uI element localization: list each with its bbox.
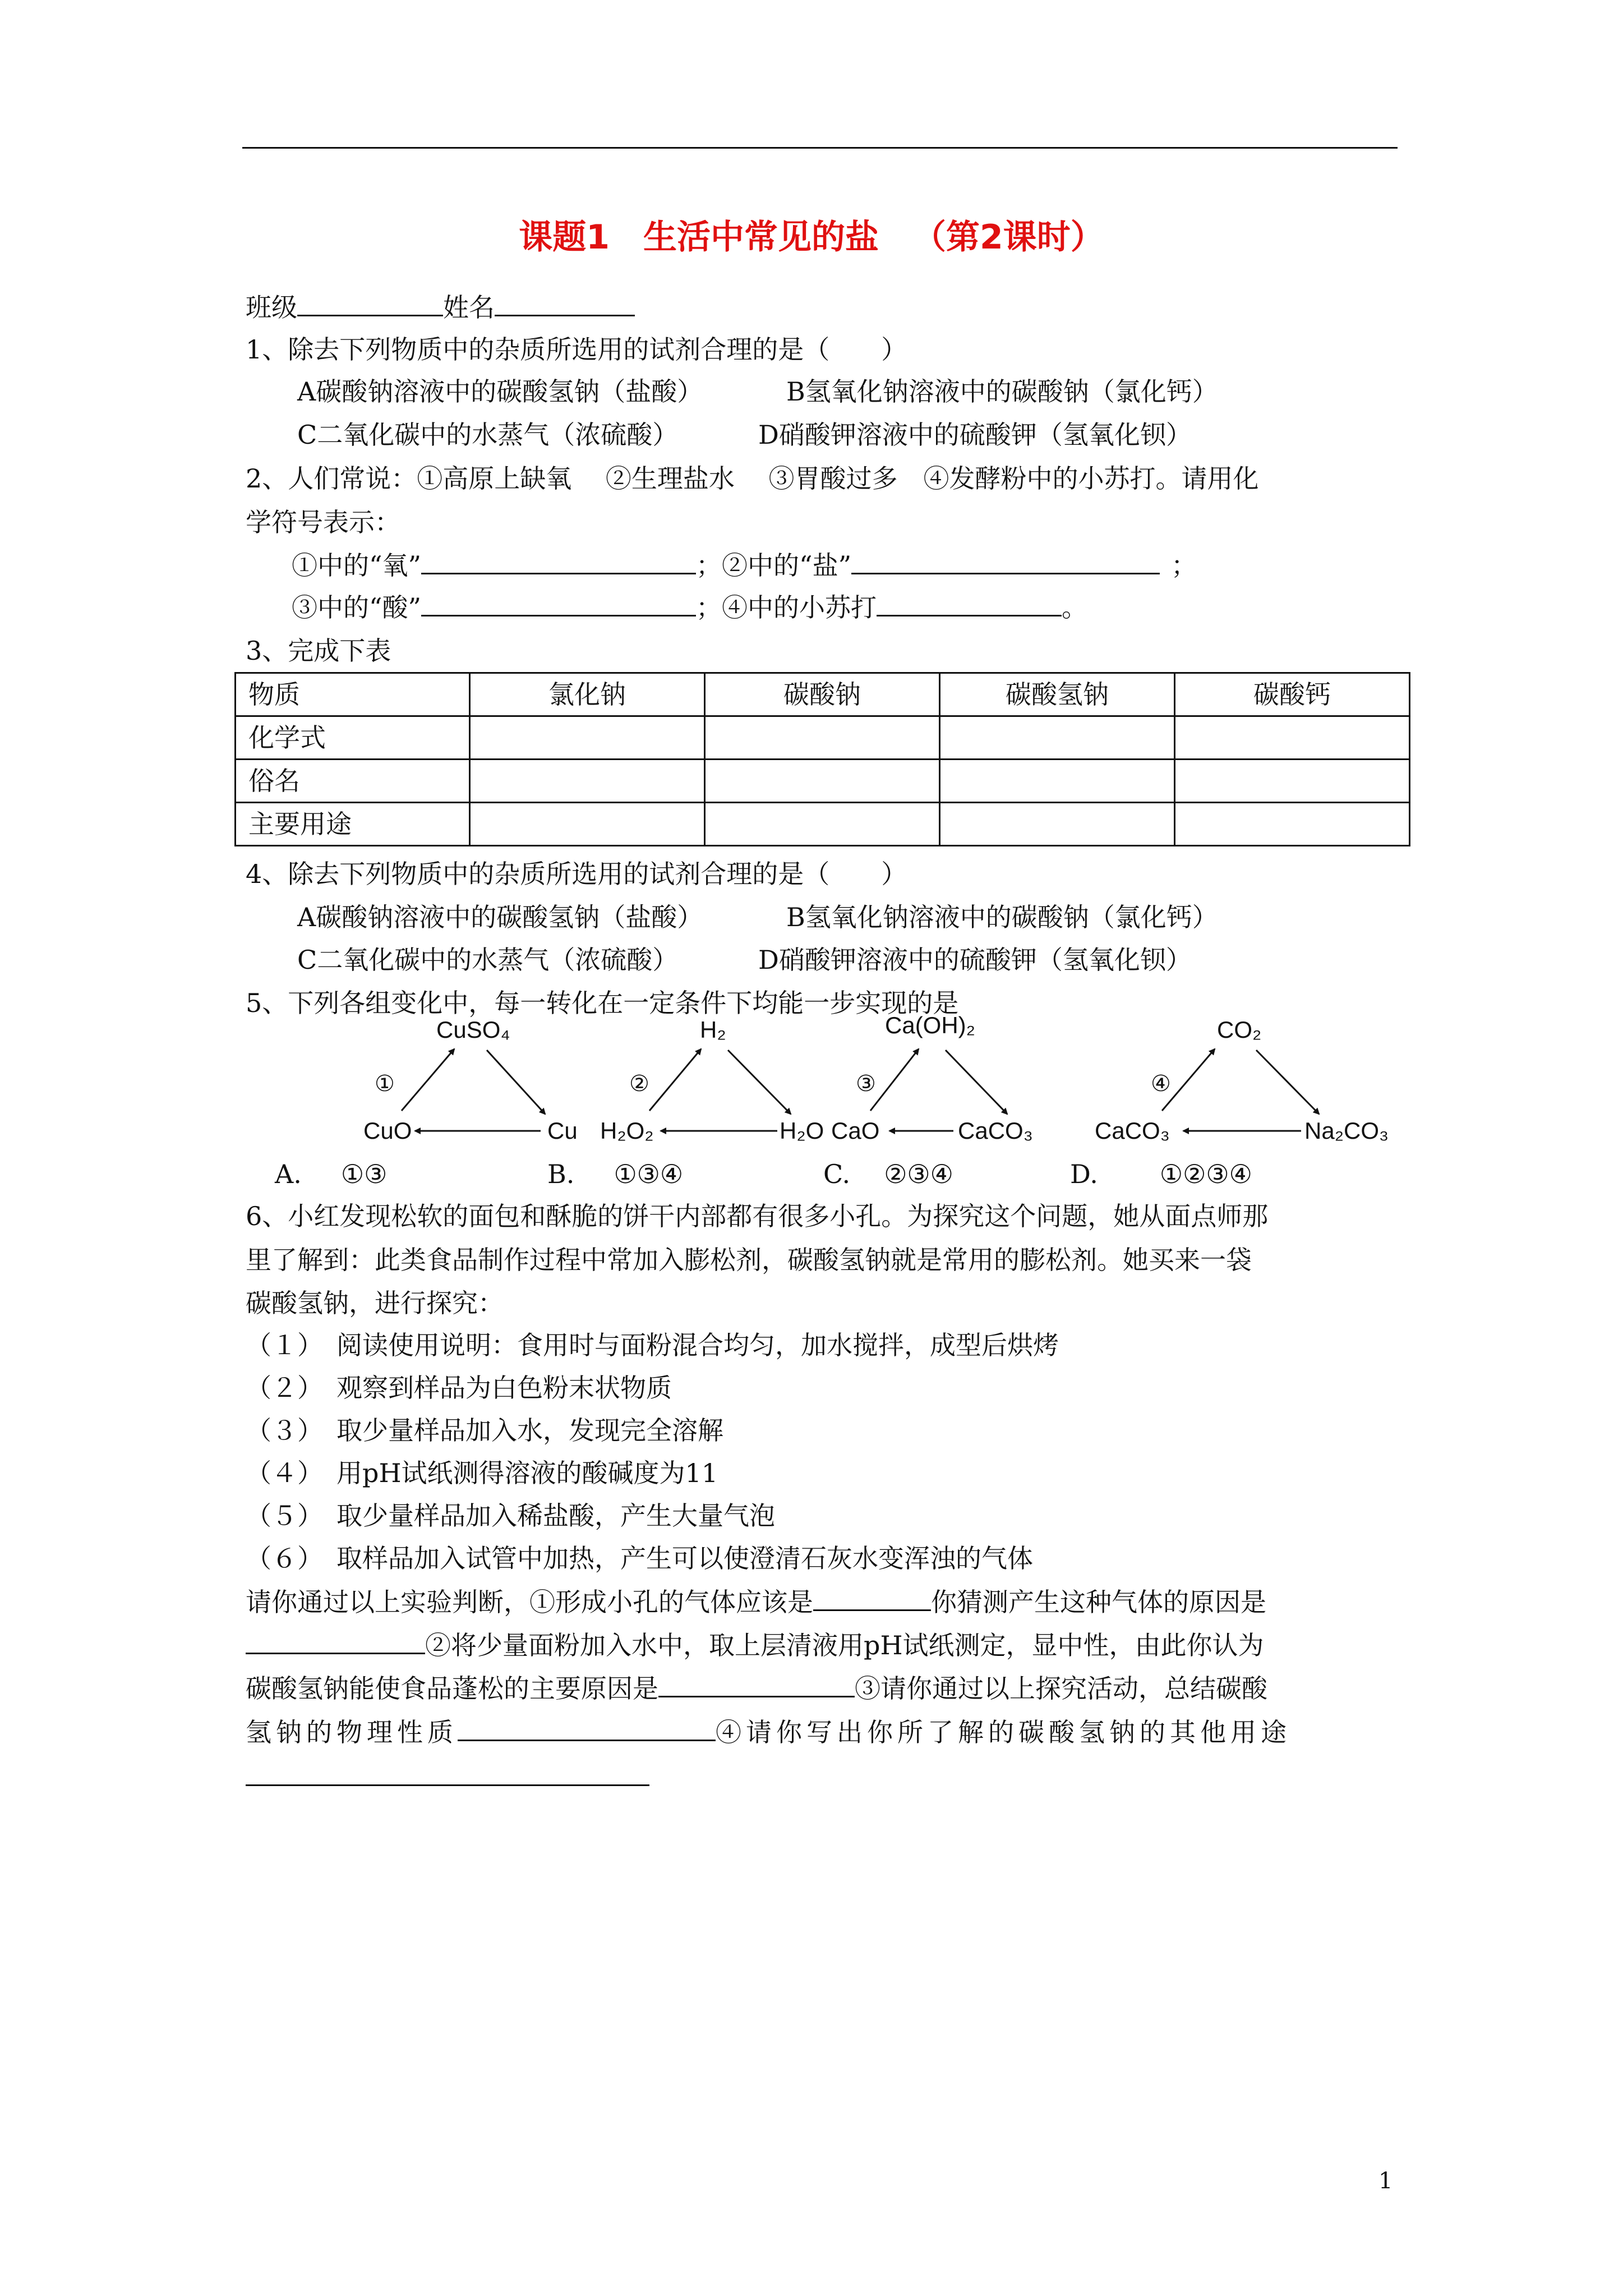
answer-cell[interactable] [470, 803, 705, 846]
q1-option-c[interactable]: C二氧化碳中的水蒸气（浓硫酸） [297, 420, 679, 450]
row-label: 化学式 [236, 716, 470, 760]
arrow-left-to-top [649, 1049, 701, 1111]
row-label: 主要用途 [236, 803, 470, 846]
q1-option-a[interactable]: A碳酸钠溶液中的碳酸氢钠（盐酸） [297, 376, 703, 407]
q6-answer-line-5 [246, 1756, 649, 1798]
q6-a3b: ③请你通过以上探究活动，总结碳酸 [855, 1673, 1267, 1704]
q5-top-species: H₂ [700, 1016, 726, 1043]
q2-blank-1[interactable] [421, 545, 696, 574]
arrow-top-to-right [728, 1050, 791, 1114]
q2-p2: ；②中的“盐” [696, 550, 852, 581]
q5-left-species: CaO [831, 1117, 880, 1144]
q4-option-b[interactable]: B氢氧化钠溶液中的碳酸钠（氯化钙） [786, 902, 1218, 932]
q6-answer-line-1 [246, 1581, 1266, 1623]
q5-right-species: Cu [547, 1117, 578, 1144]
q5-group-num: ② [629, 1071, 649, 1097]
answer-cell[interactable] [1175, 716, 1410, 760]
q2-p3: ③中的“酸” [292, 592, 422, 623]
q5-group-1 [363, 1016, 578, 1144]
q5-stem: 5、下列各组变化中，每一转化在一定条件下均能一步实现的是 [246, 988, 959, 1018]
header-rule [242, 147, 1398, 149]
q2-blank-4[interactable] [877, 587, 1062, 616]
option-value: ①③ [340, 1159, 388, 1189]
q5-option-b[interactable] [547, 1153, 683, 1195]
option-value: ②③④ [884, 1159, 953, 1189]
class-blank[interactable] [297, 287, 443, 316]
q5-group-4 [1095, 1016, 1389, 1144]
step-text: 观察到样品为白色粉末状物质 [336, 1373, 672, 1403]
step-num: （１） [246, 1330, 323, 1360]
q2-p1: ①中的“氧” [292, 550, 422, 581]
q6-step [246, 1494, 775, 1537]
q2-line2: 学符号表示： [246, 507, 400, 537]
q5-right-species: CaCO₃ [958, 1117, 1033, 1144]
q4-stem: 4、除去下列物质中的杂质所选用的试剂合理的是（ ） [246, 859, 907, 889]
table-header-cell: 物质 [236, 673, 470, 716]
answer-cell[interactable] [940, 803, 1175, 846]
q1-stem: 1、除去下列物质中的杂质所选用的试剂合理的是（ ） [246, 334, 907, 365]
q3-stem: 3、完成下表 [246, 636, 391, 666]
title-name: 生活中常见的盐 [643, 218, 879, 257]
answer-cell[interactable] [940, 716, 1175, 760]
q4-option-c[interactable]: C二氧化碳中的水蒸气（浓硫酸） [297, 945, 679, 975]
q5-top-species: CuSO₄ [436, 1016, 510, 1043]
page-title [0, 212, 1623, 263]
option-value: ①②③④ [1159, 1159, 1252, 1189]
q2-p2-end: ； [1171, 550, 1197, 581]
q6-intro-2: 里了解到：此类食品制作过程中常加入膨松剂，碳酸氢钠就是常用的膨松剂。她买来一袋 [246, 1245, 1252, 1275]
option-label: B. [547, 1159, 575, 1189]
q2-p4: ；④中的小苏打 [696, 592, 877, 623]
q6-blank-reason[interactable] [246, 1625, 425, 1654]
q6-step [246, 1452, 718, 1494]
q5-option-a[interactable] [275, 1153, 387, 1195]
q6-answer-line-3 [246, 1667, 1267, 1710]
q6-step [246, 1409, 723, 1452]
step-text: 取少量样品加入稀盐酸，产生大量气泡 [336, 1501, 775, 1531]
q6-answer-line-2 [246, 1624, 1264, 1667]
q5-left-species: CaCO₃ [1095, 1117, 1170, 1144]
q6-a1: 请你通过以上实验判断，①形成小孔的气体应该是 [246, 1587, 813, 1617]
option-value: ①③④ [614, 1159, 684, 1189]
q6-blank-gas[interactable] [813, 1581, 931, 1611]
answer-cell[interactable] [705, 803, 940, 846]
step-text: 取少量样品加入水，发现完全溶解 [336, 1415, 723, 1446]
q6-a4: 氢钠的物理性质 [246, 1717, 458, 1747]
q5-option-d[interactable] [1070, 1153, 1252, 1195]
step-text: 阅读使用说明：食用时与面粉混合均匀，加水搅拌，成型后烘烤 [336, 1330, 1059, 1360]
q2-row2 [292, 586, 1087, 629]
answer-cell[interactable] [1175, 760, 1410, 803]
q6-a1b: 你猜测产生这种气体的原因是 [931, 1587, 1266, 1617]
q3-table [234, 672, 1410, 846]
q5-conversion-diagram [342, 1004, 1408, 1150]
arrow-left-to-top [870, 1049, 919, 1111]
q5-left-species: CuO [363, 1117, 412, 1144]
q2-row1 [292, 544, 1197, 587]
name-blank[interactable] [495, 287, 635, 316]
q5-group-num: ③ [856, 1071, 876, 1097]
q6-a4b: ④请你写出你所了解的碳酸氢钠的其他用途 [716, 1717, 1291, 1747]
q6-step [246, 1324, 1059, 1366]
q6-answer-line-4 [246, 1711, 1291, 1754]
table-header-cell: 氯化钠 [470, 673, 705, 716]
q5-right-species: Na₂CO₃ [1304, 1117, 1389, 1144]
q2-blank-3[interactable] [421, 587, 696, 616]
answer-cell[interactable] [940, 760, 1175, 803]
step-num: （４） [246, 1458, 323, 1488]
q6-step [246, 1366, 672, 1409]
answer-cell[interactable] [1175, 803, 1410, 846]
q2-line1: 2、人们常说：①高原上缺氧 ②生理盐水 ③胃酸过多 ④发酵粉中的小苏打。请用化 [246, 463, 1259, 494]
answer-cell[interactable] [470, 760, 705, 803]
table-row [236, 716, 1410, 760]
step-text: 取样品加入试管中加热，产生可以使澄清石灰水变浑浊的气体 [336, 1543, 1033, 1573]
q6-a3: 碳酸氢钠能使食品蓬松的主要原因是 [246, 1673, 658, 1704]
arrow-top-to-right [946, 1050, 1007, 1114]
student-info [246, 286, 635, 329]
q4-option-d[interactable]: D硝酸钾溶液中的硫酸钾（氢氧化钡） [758, 945, 1192, 975]
class-label: 班级 [246, 292, 297, 323]
table-header-cell: 碳酸氢钠 [940, 673, 1175, 716]
q5-top-species: CO₂ [1217, 1016, 1262, 1043]
q6-intro-3: 碳酸氢钠，进行探究： [246, 1288, 504, 1318]
option-label: C. [823, 1159, 851, 1189]
q1-option-d[interactable]: D硝酸钾溶液中的硫酸钾（氢氧化钡） [758, 420, 1192, 450]
q6-blank-uses[interactable] [246, 1762, 649, 1786]
table-header-row [236, 673, 1410, 716]
q6-intro-1: 6、小红发现松软的面包和酥脆的饼干内部都有很多小孔。为探究这个问题，她从面点师那 [246, 1201, 1269, 1231]
q2-p4-end: 。 [1062, 592, 1088, 623]
name-label: 姓名 [443, 292, 495, 323]
answer-cell[interactable] [705, 716, 940, 760]
step-text: 用pH试纸测得溶液的酸碱度为11 [336, 1458, 718, 1488]
page-number: 1 [1378, 2168, 1393, 2194]
q6-step [246, 1537, 1033, 1580]
arrow-top-to-right [487, 1050, 545, 1114]
q5-group-3 [831, 1012, 1033, 1144]
option-label: D. [1070, 1159, 1098, 1189]
row-label: 俗名 [236, 760, 470, 803]
arrow-left-to-top [402, 1049, 454, 1111]
q5-group-2 [600, 1016, 824, 1144]
answer-cell[interactable] [705, 760, 940, 803]
step-num: （５） [246, 1501, 323, 1531]
table-row [236, 803, 1410, 846]
q5-left-species: H₂O₂ [600, 1117, 654, 1144]
q4-option-a[interactable]: A碳酸钠溶液中的碳酸氢钠（盐酸） [297, 902, 703, 932]
q6-a2: ②将少量面粉加入水中，取上层清液用pH试纸测定，显中性，由此你认为 [425, 1630, 1264, 1660]
q5-group-num: ④ [1151, 1071, 1171, 1097]
q5-top-species: Ca(OH)₂ [885, 1012, 975, 1038]
step-num: （６） [246, 1543, 323, 1573]
table-row [236, 760, 1410, 803]
option-label: A. [275, 1159, 302, 1189]
q5-right-species: H₂O [780, 1117, 824, 1144]
q5-group-num: ① [375, 1071, 395, 1097]
step-num: （３） [246, 1415, 323, 1446]
q6-blank-main-reason[interactable] [658, 1668, 855, 1697]
table-header-cell: 碳酸钙 [1175, 673, 1410, 716]
answer-cell[interactable] [470, 716, 705, 760]
q2-blank-2[interactable] [851, 545, 1160, 574]
title-session: （第2课时） [912, 218, 1104, 257]
title-topic: 课题1 [519, 218, 610, 257]
arrow-top-to-right [1256, 1050, 1319, 1114]
step-num: （２） [246, 1373, 323, 1403]
q1-option-b[interactable]: B氢氧化钠溶液中的碳酸钠（氯化钙） [786, 376, 1218, 407]
q6-blank-properties[interactable] [458, 1711, 716, 1741]
table-header-cell: 碳酸钠 [705, 673, 940, 716]
q5-option-c[interactable] [823, 1153, 953, 1195]
